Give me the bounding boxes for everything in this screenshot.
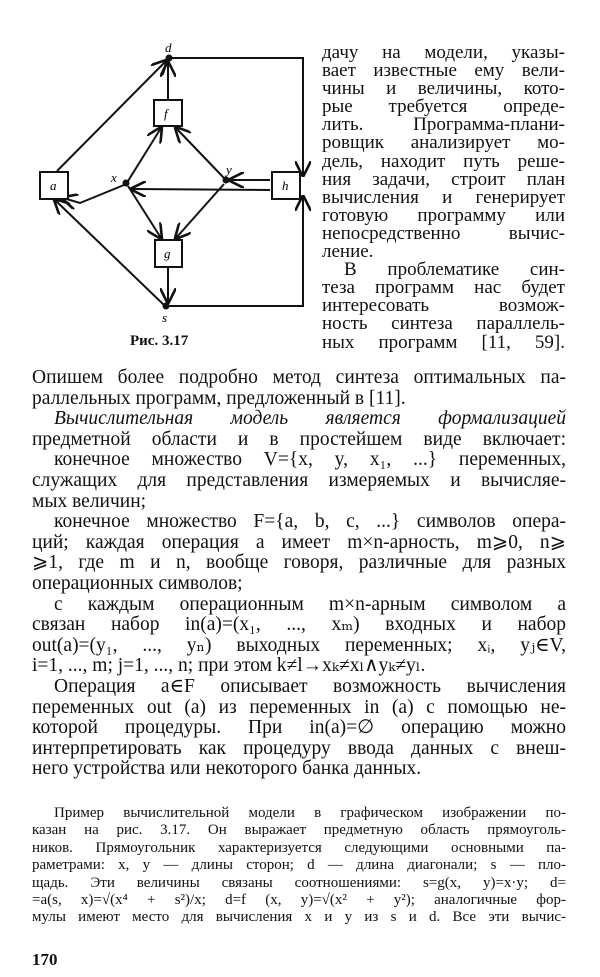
node-label-a: a (50, 178, 57, 193)
text-line: интерпретировать как процедуру ввода данных с внеш- (32, 738, 566, 759)
text-line: out(a)=(y₁, ..., yₙ) выходных переменных; xᵢ, yⱼ∈V, (32, 635, 566, 656)
text-line: Вычислительная модель является формализацией (54, 409, 566, 430)
text-line: которой процедуры. При in(a)=∅ операцию можно (32, 718, 566, 739)
figure-caption: Рис. 3.17 (130, 333, 189, 349)
text-line: вычисления и генерирует (322, 188, 565, 207)
text-line: рые требуется опреде- (322, 98, 565, 117)
text-line: В проблематике син- (344, 261, 565, 280)
footnote-text (32, 805, 566, 927)
text-line: казан на рис. 3.17. Он выражает предметную область прямоуголь- (32, 822, 566, 839)
figure-3-17 (0, 30, 320, 330)
text-line: конечное множество F={a, b, c, ...} символов опера- (54, 512, 566, 533)
text-line: готовую программу или (322, 206, 565, 225)
node-label-s: s (162, 310, 168, 325)
text-line: непосредственно вычис- (322, 224, 565, 244)
text-line: ⩾1, где m и n, вообще говоря, различные для разных (32, 553, 566, 574)
text-line: раметрами: x, y — длины сторон; d — длина диагонали; s — пло- (32, 857, 566, 874)
text-line: Операция a∈F описывает возможность вычисления (54, 676, 566, 697)
text-line: Пример вычислительной модели в графическом изображении по- (54, 805, 566, 821)
text-line: i=1, ..., m; j=1, ..., n; при этом k≠l→xₖ≠xₗ∧yₖ≠yₗ. (32, 656, 426, 677)
node-label-d: d (165, 40, 172, 55)
text-line: ных программ [11, 59]. (322, 333, 565, 352)
text-line: лить. Программа-плани- (322, 116, 565, 135)
text-line: ций; каждая операция a имеет m×n-арность, m⩾0, n⩾ (32, 532, 566, 553)
text-line: операционных символов; (32, 573, 243, 594)
page-number: 170 (32, 950, 58, 969)
text-line: ровщик анализирует мо- (322, 134, 565, 153)
node-label-h: h (282, 178, 289, 193)
text-line: дачу на модели, указы- (322, 44, 565, 63)
right-column-text (322, 44, 565, 352)
text-line: предметной области и в простейшем виде включает: (32, 429, 566, 450)
text-line: связан набор in(a)=(x₁, ..., xₘ) входных и набор (32, 615, 566, 636)
node-label-g: g (164, 246, 171, 261)
node-label-y: y (226, 162, 232, 177)
text-line: ность синтеза параллель- (322, 315, 565, 334)
text-line: мулы имеют место для вычисления x и y из s и d. Все эти вычис- (32, 909, 566, 926)
text-line: Опишем более подробно метод синтеза оптимальных па- (32, 368, 566, 388)
text-line: =a(s, x)=√(x⁴ + s²)/x; d=f (x, y)=√(x² + y²); аналогичные фор- (32, 892, 566, 909)
computational-model-diagram (0, 30, 320, 330)
text-line: конечное множество V={x, y, x₁, ...} переменных, (54, 450, 566, 471)
text-line: ния задачи, строит план (322, 170, 565, 189)
text-line: ников. Прямоугольник характеризуется следующими основными па- (32, 839, 566, 856)
node-label-x: x (111, 170, 117, 185)
text-line: переменных out (a) из переменных in (a) с помощью не- (32, 697, 566, 718)
operation-box-f (154, 100, 182, 126)
text-line: служащих для представления измеряемых и вычисляе- (32, 470, 566, 491)
text-line: мых величин; (32, 491, 147, 512)
node-label-f: f (164, 106, 168, 121)
text-line: щадь. Эти величины связаны соотношениями: s=g(x, y)=x·y; d= (32, 874, 566, 891)
text-line: ление. (322, 243, 374, 262)
text-line: вает известные ему вели- (322, 62, 565, 81)
main-text (32, 368, 566, 780)
text-line: теза программ нас будет (322, 279, 565, 298)
text-line: с каждым операционным m×n-арным символом a (54, 594, 566, 615)
text-line: интересовать возмож- (322, 297, 565, 316)
text-line: него устройства или некоторого банка данных. (32, 759, 422, 780)
text-line: чины и величины, кото- (322, 80, 565, 99)
text-line: дель, находит путь реше- (322, 152, 565, 171)
text-line: раллельных программ, предложенный в [11]. (32, 388, 406, 409)
